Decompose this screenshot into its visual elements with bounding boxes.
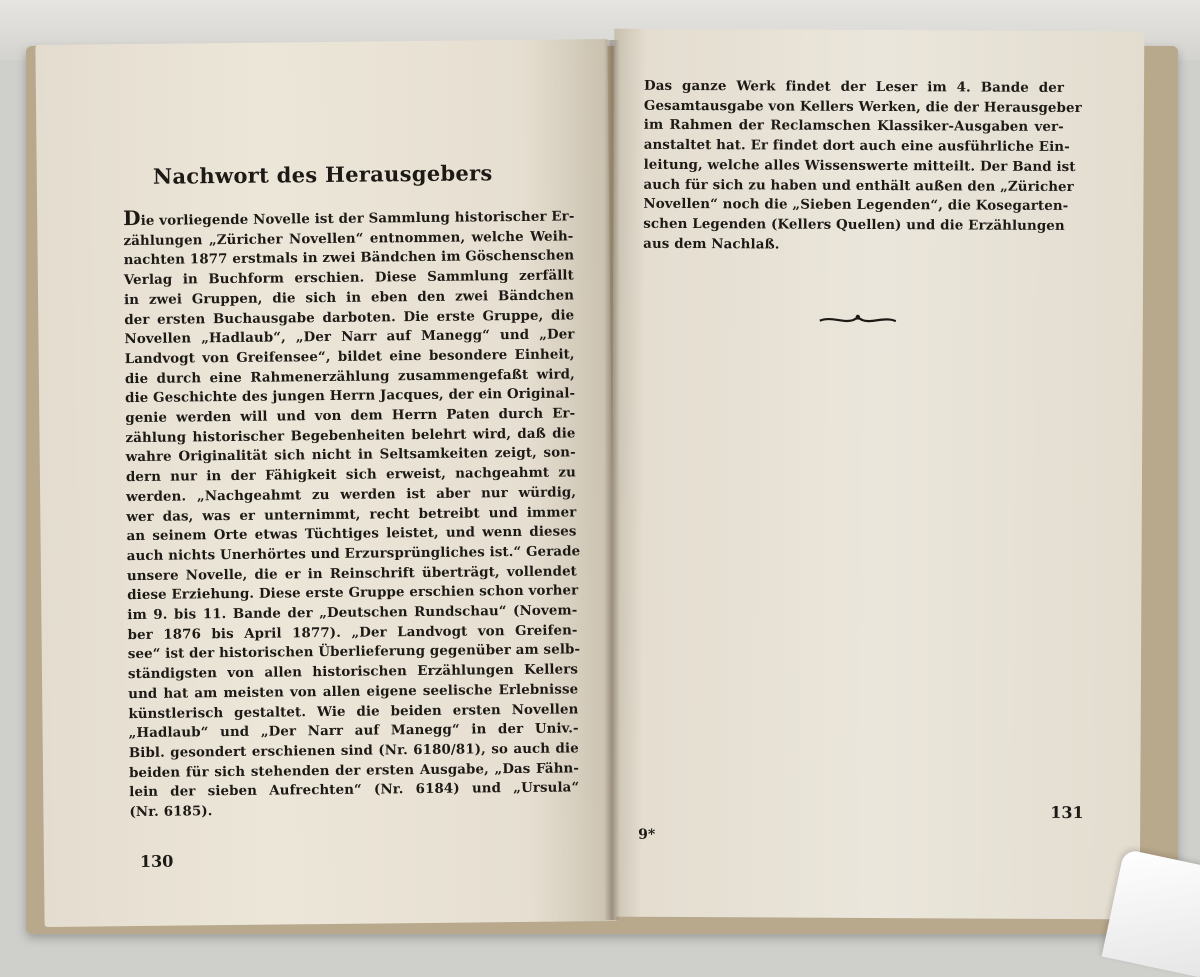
text-line: der ersten Buchausgabe darboten. Die erste Gruppe, die bbox=[124, 306, 575, 328]
text-line: ber 1876 bis April 1877). „Der Landvogt von Greifen- bbox=[127, 622, 578, 643]
text-line: zählung historischer Begebenheiten belehrt wird, daß die bbox=[125, 425, 576, 446]
text-line: ständigsten von allen historischen Erzählungen Kellers bbox=[127, 661, 579, 683]
text-line: Verlag in Buchform erschien. Diese Sammlung zerfällt bbox=[123, 267, 574, 289]
signature-mark: 9* bbox=[638, 826, 656, 843]
text-line: auch nichts Unerhörtes und Erzursprüngliches ist.“ Gerade bbox=[126, 543, 581, 565]
text-line: Die vorliegende Novelle ist der Sammlung historischer Er- bbox=[123, 205, 575, 231]
text-line: Landvogt von Greifensee“, bildet eine besondere Einheit, bbox=[124, 346, 575, 368]
text-line: nachten 1877 erstmals in zwei Bändchen im Göschenschen bbox=[123, 247, 575, 269]
text-line: see“ ist der historischen Überlieferung gegenüber am selb- bbox=[127, 641, 581, 663]
text-line: und hat am meisten von allen eigene seelische Erlebnisse bbox=[128, 681, 579, 702]
text-line: Bibl. gesondert erschienen sind (Nr. 6180/81), so auch die bbox=[128, 740, 579, 762]
text-line: auch für sich zu haben und enthält außen den „Züricher bbox=[643, 176, 1074, 195]
text-line: anstaltet hat. Er findet dort auch eine ausführliche Ein- bbox=[643, 136, 1070, 156]
page-number: 130 bbox=[139, 851, 174, 871]
text-line: diese Erziehung. Diese erste Gruppe erschien schon vorher bbox=[127, 582, 579, 604]
left-page bbox=[35, 39, 616, 927]
text-line: wahre Originalität sich nicht in Seltsamkeiten zeigt, son- bbox=[125, 444, 576, 466]
text-line: beiden für sich stehenden der ersten Ausgabe, „Das Fähn- bbox=[128, 760, 580, 781]
text-line: im 9. bis 11. Bande der „Deutschen Rundschau“ (Novem- bbox=[127, 602, 578, 624]
drop-cap: D bbox=[123, 205, 141, 231]
text-line: werden. „Nachgeahmt zu werden ist aber nur würdig, bbox=[126, 484, 577, 505]
text-line: dern nur in der Fähigkeit sich erweist, nachgeahmt zu bbox=[125, 464, 576, 486]
text-line: leitung, welche alles Wissenswerte mitteilt. Der Band ist bbox=[643, 156, 1076, 175]
left-page-text bbox=[123, 204, 579, 822]
text-line: zählungen „Züricher Novellen“ entnommen, welche Weih- bbox=[123, 228, 574, 249]
page-number: 131 bbox=[1050, 802, 1084, 823]
text-line: „Hadlaub“ und „Der Narr auf Manegg“ in der Univ.- bbox=[128, 720, 579, 742]
text-line: die Geschichte des jungen Herrn Jacques, der ein Original- bbox=[125, 385, 576, 407]
text-line: die durch eine Rahmenerzählung zusammengefaßt wird, bbox=[124, 366, 575, 387]
text-line: im Rahmen der Reclamschen Klassiker-Ausgaben ver- bbox=[643, 117, 1064, 136]
text-line: Novellen „Hadlaub“, „Der Narr auf Manegg“ und „Der bbox=[124, 326, 575, 348]
text-line: (Nr. 6185). bbox=[129, 803, 213, 821]
text-line: künstlerisch gestaltet. Wie die beiden ersten Novellen bbox=[128, 700, 579, 722]
text-line: schen Legenden (Kellers Quellen) und die Erzählungen bbox=[643, 215, 1065, 234]
text-line: lein der sieben Aufrechten“ (Nr. 6184) und „Ursula“ bbox=[129, 779, 580, 801]
right-page-text bbox=[643, 77, 1082, 257]
text-line: Das ganze Werk findet der Leser im 4. Bande der bbox=[643, 77, 1065, 96]
text-line: genie werden will und von dem Herrn Paten durch Er- bbox=[125, 405, 576, 427]
right-page bbox=[610, 29, 1145, 920]
ornament-flourish-icon bbox=[818, 312, 898, 326]
page-title: Nachwort des Herausgebers bbox=[152, 160, 493, 189]
text-line: Gesamtausgabe von Kellers Werken, die der Herausgeber bbox=[643, 97, 1082, 116]
text-line: aus dem Nachlaß. bbox=[643, 235, 780, 253]
text-line: unsere Novelle, die er in Reinschrift überträgt, vollendet bbox=[126, 563, 578, 584]
text-line: in zwei Gruppen, die sich in eben den zwei Bändchen bbox=[123, 287, 575, 308]
text-line: an seinem Orte etwas Tüchtiges leistet, und wenn dieses bbox=[126, 523, 577, 545]
text-line: wer das, was er unternimmt, recht betreibt und immer bbox=[126, 503, 577, 525]
text-line: Novellen“ noch die „Sieben Legenden“, die Kosegarten- bbox=[643, 195, 1069, 215]
